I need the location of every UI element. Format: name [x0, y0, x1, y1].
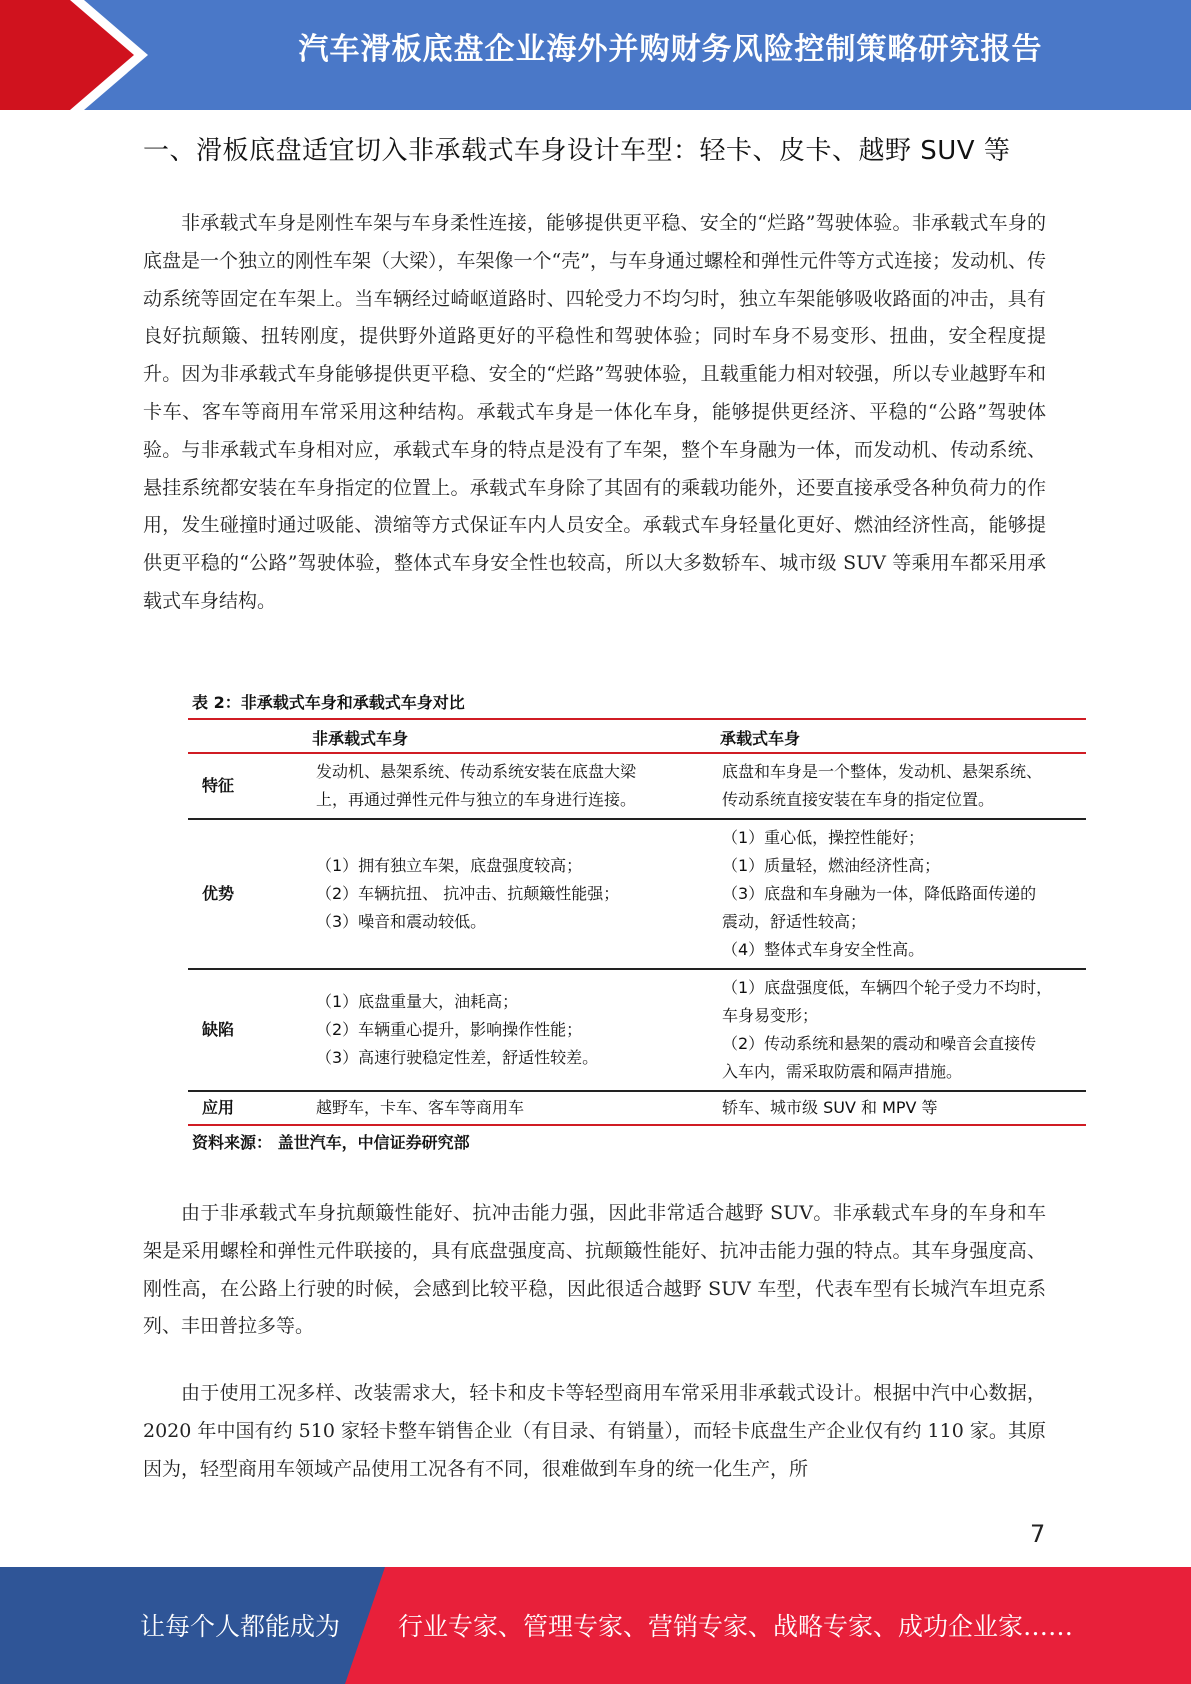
table-cell [712, 969, 1086, 1091]
table-cell [712, 753, 1086, 819]
cell-line: （3）噪音和震动较低。 [316, 912, 487, 931]
table-cell [304, 819, 712, 969]
cell-line: （1）底盘强度低，车辆四个轮子受力不均时， [722, 978, 1053, 997]
cell-line: （2）传动系统和悬架的震动和噪音会直接传 [722, 1034, 1037, 1053]
page-number: 7 [1030, 1520, 1046, 1548]
table-source-note: 资料来源： 盖世汽车，中信证券研究部 [192, 1133, 470, 1152]
table-row [188, 969, 1086, 1091]
report-title: 汽车滑板底盘企业海外并购财务风险控制策略研究报告 [298, 32, 1043, 67]
cell-line: （1）拥有独立车架，底盘强度较高； [316, 856, 583, 875]
row-label: 特征 [188, 753, 304, 819]
row-label: 优势 [188, 819, 304, 969]
cell-line: 震动，舒适性较高； [722, 912, 867, 931]
table-caption: 表 2：非承载式车身和承载式车身对比 [188, 690, 1086, 720]
comparison-table [188, 720, 1086, 1126]
table-header-row [188, 720, 1086, 753]
table-header-cell: 非承载式车身 [304, 720, 712, 753]
cell-line: （1）质量轻，燃油经济性高； [722, 856, 941, 875]
table-row [188, 1091, 1086, 1125]
table-row [188, 819, 1086, 969]
body-paragraph-3: 由于使用工况多样、改装需求大，轻卡和皮卡等轻型商用车常采用非承载式设计。根据中汽中心数据，2020 年中国有约 510 家轻卡整车销售企业（有目录、有销量），而轻卡底盘生产企业仅有约 110 家。其原因为，轻型商用车领域产品使用工况各有不同，很难做到车身的统一化生产，所 [143, 1382, 1046, 1480]
cell-line: 轿车、城市级 SUV 和 MPV 等 [722, 1098, 938, 1117]
page-footer-banner [0, 1567, 1191, 1684]
cell-line: （1）重心低，操控性能好； [722, 828, 925, 847]
cell-line: 上，再通过弹性元件与独立的车身进行连接。 [316, 790, 637, 809]
section-heading: 一、滑板底盘适宜切入非承载式车身设计车型：轻卡、皮卡、越野 SUV 等 [143, 136, 1011, 166]
cell-line: （4）整体式车身安全性高。 [722, 940, 925, 959]
cell-line: （2）车辆重心提升，影响操作性能； [316, 1020, 583, 1039]
cell-line: （3）高速行驶稳定性差，舒适性较差。 [316, 1048, 599, 1067]
cell-line: 入车内，需采取防震和隔声措施。 [722, 1062, 963, 1081]
cell-line: 越野车，卡车、客车等商用车 [316, 1098, 525, 1117]
cell-line: 底盘和车身是一个整体，发动机、悬架系统、 [722, 762, 1043, 781]
table-cell [304, 1091, 712, 1125]
header-arrow-decoration [0, 0, 160, 110]
cell-line: 车身易变形； [722, 1006, 819, 1025]
table-header-cell [188, 720, 304, 753]
row-label: 应用 [188, 1091, 304, 1125]
comparison-table-figure [188, 690, 1086, 1153]
table-row [188, 753, 1086, 819]
cell-line: 传动系统直接安装在车身的指定位置。 [722, 790, 995, 809]
page-header-banner [0, 0, 1191, 110]
table-header-cell: 承载式车身 [712, 720, 1086, 753]
cell-line: （2）车辆抗扭、 抗冲击、抗颠簸性能强； [316, 884, 620, 903]
table-cell [712, 819, 1086, 969]
cell-line: 发动机、悬架系统、传动系统安装在底盘大梁 [316, 762, 637, 781]
row-label: 缺陷 [188, 969, 304, 1091]
footer-slogan-right: 行业专家、管理专家、营销专家、战略专家、成功企业家…… [398, 1612, 1074, 1641]
table-cell [304, 753, 712, 819]
table-cell [304, 969, 712, 1091]
body-paragraph-2: 由于非承载式车身抗颠簸性能好、抗冲击能力强，因此非常适合越野 SUV。非承载式车身的车身和车架是采用螺栓和弹性元件联接的，具有底盘强度高、抗颠簸性能好、抗冲击能力强的特点。其车身强度高、刚性高，在公路上行驶的时候，会感到比较平稳，因此很适合越野 SUV 车型，代表车型有长城汽车坦克系列、丰田普拉多等。 [143, 1202, 1046, 1338]
body-paragraph-1: 非承载式车身是刚性车架与车身柔性连接，能够提供更平稳、安全的“烂路”驾驶体验。非承载式车身的底盘是一个独立的刚性车架（大梁），车架像一个“壳”，与车身通过螺栓和弹性元件等方式连接；发动机、传动系统等固定在车架上。当车辆经过崎岖道路时、四轮受力不均匀时，独立车架能够吸收路面的冲击，具有良好抗颠簸、扭转刚度，提供野外道路更好的平稳性和驾驶体验；同时车身不易变形、扭曲，安全程度提升。因为非承载式车身能够提供更平稳、安全的“烂路”驾驶体验，且载重能力相对较强，所以专业越野车和卡车、客车等商用车常采用这种结构。承载式车身是一体化车身，能够提供更经济、平稳的“公路”驾驶体验。与非承载式车身相对应，承载式车身的特点是没有了车架，整个车身融为一体，而发动机、传动系统、悬挂系统都安装在车身指定的位置上。承载式车身除了其固有的乘载功能外，还要直接承受各种负荷力的作用，发生碰撞时通过吸能、溃缩等方式保证车内人员安全。承载式车身轻量化更好、燃油经济性高，能够提供更平稳的“公路”驾驶体验，整体式车身安全性也较高，所以大多数轿车、城市级 SUV 等乘用车都采用承载式车身结构。 [143, 212, 1046, 612]
cell-line: （1）底盘重量大，油耗高； [316, 992, 519, 1011]
cell-line: （3）底盘和车身融为一体，降低路面传递的 [722, 884, 1037, 903]
footer-slogan-left: 让每个人都能成为 [140, 1612, 341, 1641]
table-cell [712, 1091, 1086, 1125]
